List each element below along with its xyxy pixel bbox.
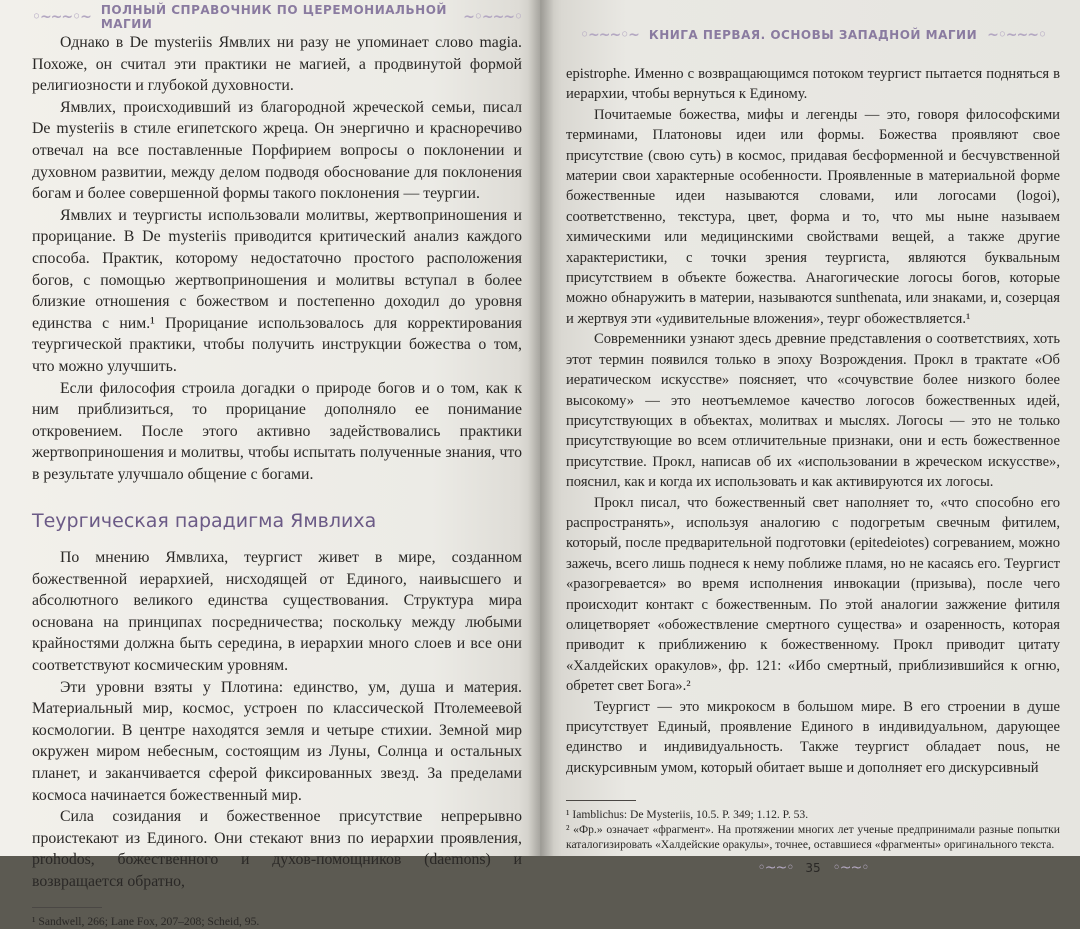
- left-flourish-icon: ◦~~~◦~: [580, 27, 639, 43]
- footnote: ² «Фр.» означает «фрагмент». На протяжении многих лет ученые предпринимали разные попытки каталогизировать «Халдейские оракулы», точнее, оставшиеся «фрагменты» оригинального текста.: [566, 823, 1060, 852]
- paragraph: Если философия строила догадки о природе богов и о том, как к ним приблизиться, то прорицание дополняло ее понимание откровением. После этого активно задействовались практики жертвоприношения и молитвы, чтобы испытать полученные знания, что в результате улучшало общение с богами.: [32, 379, 522, 483]
- right-flourish-icon: ~◦~~~◦: [987, 27, 1046, 43]
- right-page: [540, 0, 1080, 877]
- left-footnotes: [32, 914, 522, 929]
- paragraph: Ямвлих, происходивший из благородной жреческой семьи, писал De mysteriis в стиле египетского жреца. Он энергично и красноречиво отвечал на все поставленные Порфирием вопросы о поклонении и духовном развитии, между делом подводя обоснование для поклонения богам и более совершенной формы такого поклонения — теургии.: [32, 98, 522, 203]
- footnote-rule: [566, 800, 636, 801]
- paragraph: Современники узнают здесь древние представления о соответствиях, хоть этот термин появился только в эпоху Возрождения. Прокл в трактате «Об иератическом искусстве» поясняет, что «сочувствие более низкого более высокому» — это неотъемлемое качество логосов божественных идей, присутствующих в объектах, молитвах и мыслях. Логосы — это не только присутствующие во всем отличительные признаки, они и есть божественное присутствие. Прокл, написав об их «использовании в жреческом искусстве», пояснил, как и когда их использовать и как активируются их логосы.: [566, 331, 1060, 491]
- right-running-head-text: КНИГА ПЕРВАЯ. ОСНОВЫ ЗАПАДНОЙ МАГИИ: [648, 28, 978, 42]
- paragraph: Сила созидания и божественное присутствие непрерывно проистекают из Единого. Они стекают вниз по иерархии проявления, prohodos, божественного и духов-помощников (daemons) и возвращается обратно,: [32, 808, 522, 890]
- paragraph: Почитаемые божества, мифы и легенды — это, говоря философскими терминами, Платоновы идеи или формы. Божества проявляют свое присутствие (свою суть) в космос, придавая бесформенной и бесчувственной материи свои характерные особенности. Проявленные в материальной форме божественные идеи называются словами, или логосами (logoi), соответственно, текстура, цвет, форма и то, что мы ныне называем химическими или медицинскими свойствами вещей, а также другие характеристики, с точки зрения теургиста, являются буквальным присутствием в объекте божества. Анагогические логосы богов, которые можно обнаружить в материи, называются sunthenata, или знаками, и, созерцая и жертвуя эти «удивительные вложения», теург обожествляется.¹: [566, 106, 1060, 327]
- left-body-text: [32, 32, 522, 893]
- footnote-rule: [32, 907, 102, 908]
- page-number-text: 35: [805, 861, 821, 876]
- page-number-flourish-icon: ◦~~◦: [832, 860, 869, 877]
- book-gutter: [528, 0, 554, 856]
- page-number-flourish-icon: ◦~~◦: [757, 860, 794, 877]
- right-body-text: [566, 64, 1060, 778]
- paragraph: Эти уровни взяты у Плотина: единство, ум, душа и материя. Материальный мир, космос, устроен по классической Птолемеевой космологии. В центре находятся земля и четыре стихии. Земной мир окружен миром небесным, состоящим из Луны, Солнца и остальных планет, и заканчивается сферой фиксированных звезд. За пределами космоса начинается божественный мир.: [32, 678, 522, 804]
- left-running-head-text: ПОЛНЫЙ СПРАВОЧНИК ПО ЦЕРЕМОНИАЛЬНОЙ МАГИИ: [100, 3, 447, 31]
- left-running-head: [32, 0, 522, 32]
- paragraph: epistrophe. Именно с возвращающимся потоком теургист пытается подняться в иерархии, чтобы вернуться к Единому.: [566, 66, 1060, 103]
- page-number: [566, 860, 1060, 876]
- paragraph: Ямвлих и теургисты использовали молитвы, жертвоприношения и прорицание. В De mysteriis приводится критический анализ каждого способа. Практик, которому недостаточно простого расположения богов, с помощью жертвоприношения и молитвы вступал в более близкие отношения с божеством и постепенно доходил до уровня единства с ним.¹ Прорицание использовалось для корректирования теургической практики, чтобы получить инструкции божества о том, что можно улучшить.: [32, 206, 522, 375]
- right-running-head: [566, 0, 1060, 50]
- left-flourish-icon: ◦~~~◦~: [32, 9, 91, 25]
- section-heading: Теургическая парадигма Ямвлиха: [32, 510, 377, 533]
- paragraph: Прокл писал, что божественный свет наполняет то, «что способно его распространять», используя аналогию с подогретым свечным фитилем, который, после предварительной подготовки (epitedeiotes) согреванием, можно зажечь, всего лишь поднеся к нему поближе пламя, но не касаясь его. Теургист «разогревается» во время исполнения инвокации (призыва), после чего происходит контакт с божественным. По этой аналогии зажжение фитиля олицетворяет «обожествление смертного существа» и озаренность, которая приводит к приближению к божественному. Прокл приводит цитату «Халдейских оракулов», фр. 121: «Ибо смертный, приблизившийся к огню, обретет свет Бога».²: [566, 494, 1060, 695]
- paragraph: По мнению Ямвлиха, теургист живет в мире, созданном божественной иерархией, нисходящей от Единого, наивысшего и абсолютного великого единства существования. Структура мира основана на принципах посредничества; поскольку между любыми крайностями должна быть середина, в иерархии много слоев и все они соответствуют космическим уровням.: [32, 549, 522, 675]
- footnote: ¹ Sandwell, 266; Lane Fox, 207–208; Scheid, 95.: [32, 914, 260, 928]
- footnote: ¹ Iamblichus: De Mysteriis, 10.5. P. 349; 1.12. P. 53.: [566, 808, 809, 822]
- paragraph: Теургист — это микрокосм в большом мире. В его строении в душе присутствует Единый, проявление Единого в индивидуальном, дарующее единство и индивидуальность. Также теургист обладает nous, не дискурсивным умом, который обитает выше и дополняет его дискурсивный: [566, 698, 1060, 776]
- right-flourish-icon: ~◦~~~◦: [463, 9, 522, 25]
- right-footnotes: [566, 807, 1060, 852]
- left-page: [0, 0, 540, 928]
- paragraph: Однако в De mysteriis Ямвлих ни разу не упоминает слово magia. Похоже, он считал эти практики не магией, а продвинутой формой религиозности и глубокой духовности.: [32, 34, 522, 95]
